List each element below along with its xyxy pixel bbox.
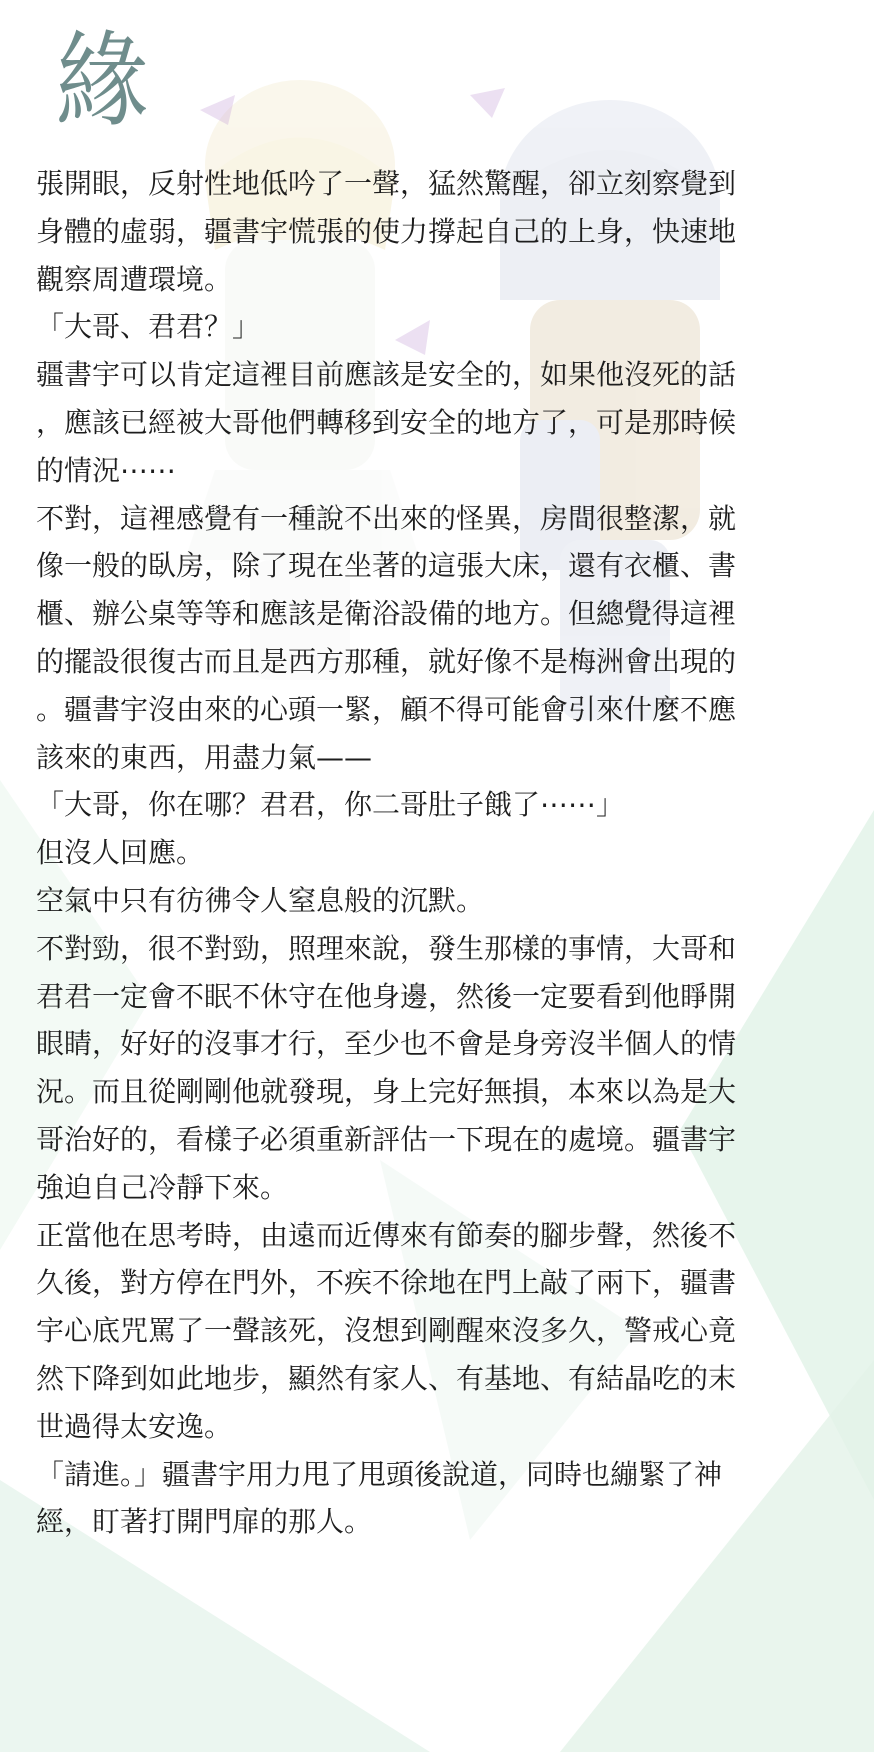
text-line: 身體的虛弱，疆書宇慌張的使力撐起自己的上身，快速地: [36, 214, 737, 248]
text-line: 經，盯著打開門扉的那人。: [36, 1505, 373, 1539]
text-line: 久後，對方停在門外，不疾不徐地在門上敲了兩下，疆書: [36, 1266, 737, 1300]
text-line: 該來的東西，用盡力氣——: [36, 740, 373, 774]
text-line: 疆書宇可以肯定這裡目前應該是安全的，如果他沒死的話: [36, 358, 737, 392]
text-line: 張開眼，反射性地低吟了一聲，猛然驚醒，卻立刻察覺到: [36, 167, 737, 200]
text-line: ，應該已經被大哥他們轉移到安全的地方了，可是那時候: [36, 405, 737, 439]
text-line: 哥治好的，看樣子必須重新評估一下現在的處境。疆書宇: [36, 1122, 737, 1156]
text-line: 。疆書宇沒由來的心頭一緊，顧不得可能會引來什麼不應: [36, 692, 737, 726]
text-line: 不對勁，很不對勁，照理來說，發生那樣的事情，大哥和: [36, 931, 737, 965]
text-line: 但沒人回應。: [36, 836, 205, 870]
text-line: 的擺設很復古而且是西方那種，就好像不是梅洲會出現的: [36, 644, 737, 678]
text-line: 眼睛，好好的沒事才行，至少也不會是身旁沒半個人的情: [36, 1027, 737, 1061]
text-line: 正當他在思考時，由遠而近傳來有節奏的腳步聲，然後不: [36, 1218, 737, 1252]
text-line: 觀察周遭環境。: [36, 262, 233, 296]
text-line: 君君一定會不眠不休守在他身邊，然後一定要看到他睜開: [36, 979, 737, 1013]
text-line: 強迫自己冷靜下來。: [36, 1170, 289, 1204]
text-line: 宇心底咒罵了一聲該死，沒想到剛醒來沒多久，警戒心竟: [36, 1314, 737, 1348]
story-text: [36, 160, 836, 1546]
text-line: 不對，這裡感覺有一種說不出來的怪異，房間很整潔，就: [36, 501, 737, 535]
text-line: 的情況⋯⋯: [36, 453, 177, 487]
text-line: 空氣中只有彷彿令人窒息般的沉默。: [36, 883, 485, 917]
text-line: 像一般的臥房，除了現在坐著的這張大床，還有衣櫃、書: [36, 549, 737, 583]
text-line: 櫃、辦公桌等等和應該是衛浴設備的地方。但總覺得這裡: [36, 597, 737, 631]
text-line: 「大哥，你在哪？君君，你二哥肚子餓了⋯⋯」: [36, 788, 625, 822]
logo-yuan: 緣: [56, 20, 149, 141]
text-line: 「請進。」疆書宇用力甩了甩頭後說道，同時也繃緊了神: [36, 1457, 723, 1491]
text-line: 然下降到如此地步，顯然有家人、有基地、有結晶吃的末: [36, 1361, 737, 1395]
text-line: 況。而且從剛剛他就發現，身上完好無損，本來以為是大: [36, 1075, 737, 1109]
text-line: 世過得太安逸。: [36, 1409, 233, 1443]
text-line: 「大哥、君君？」: [36, 310, 261, 344]
